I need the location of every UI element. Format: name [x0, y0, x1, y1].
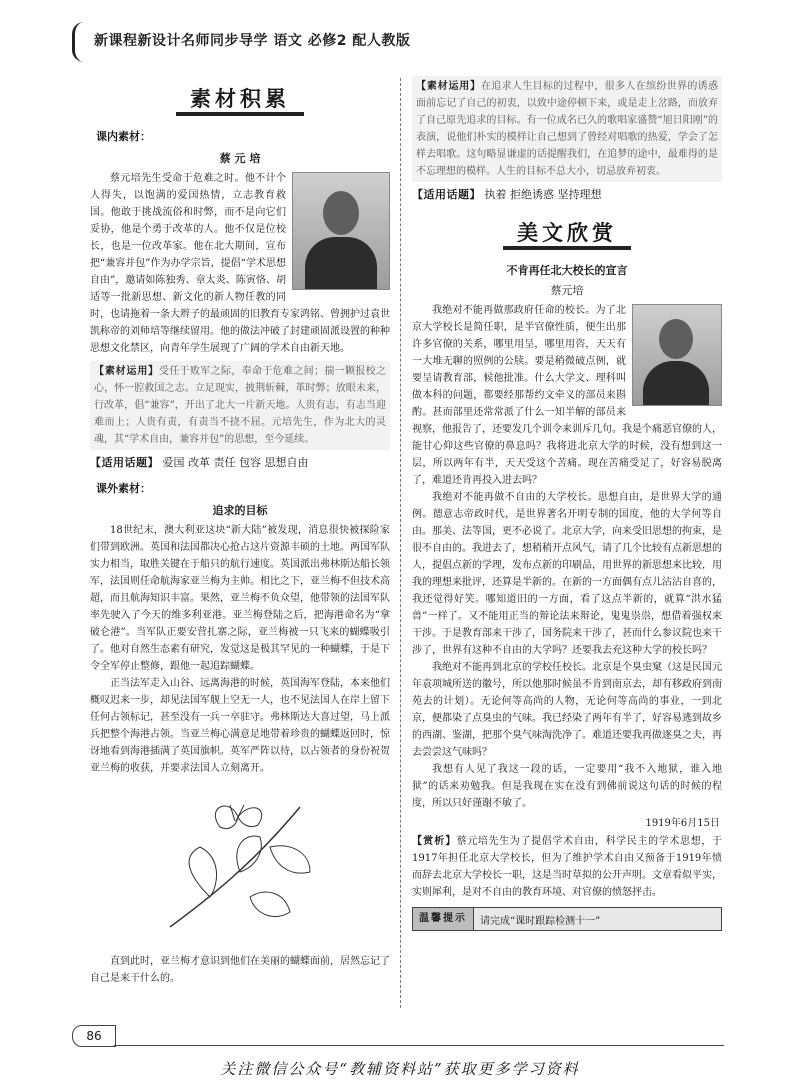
usage2-block: [412, 76, 722, 182]
tip-label: 温馨提示: [413, 908, 474, 930]
topic1-text: 爱国 改革 责任 包容 思想自由: [162, 456, 309, 469]
section-title-material-text: 素材积累: [176, 84, 304, 116]
portrait-photo-cai-yuanpei: [292, 172, 390, 290]
article1-paragraph: 蔡元培先生受命于危难之时。他不计个人得失，以饱满的爱国热情，立志教育救国。他敢于挑战流俗和时弊，而不是向它们妥协，他是个勇于改革的人。他不仅是位校长，也是一位改革家。他在北大期间，宣布把“兼容并包”作为办学宗旨，提倡“学术思想自由”，邀请如陈独秀、章太炎、陈寅恪、胡适等一批新思想、新文化的新人物任教的同时，也请拖着一条大辫子的最顽固的旧教育专家鸿铭、曾拥护过袁世凯称帝的刘师培等继续留用。他的做法冲破了封建顽固派设置的种种思想文化禁区，向青年学生展现了广阔的学术自由新天地。: [90, 173, 390, 354]
article2-title: 追求的目标: [212, 504, 268, 517]
topic2-label: 【适用话题】: [412, 188, 481, 201]
article3-paragraph-4: 我想有人见了我这一段的话，一定要用“我不入地狱，谁入地狱”的话来劝勉我。但是我现在实在没有到佛前说这句话的时候的程度，所以只好谨谢不敏了。: [412, 764, 722, 809]
usage1-text: 受任于败军之际，奉命于危难之间；揣一颗报校之心，怀一腔救国之志。立足现实，披荆斩棘，革时弊；放眼未来，行改革，倡“兼容”，开出了北大一片新天地。人贵有志，有志当迎难而上；人贵有责，有责当不挠不屈。元培先生，作为北大的灵魂，其“学术自由，兼容并包”的思想，至今延续。: [94, 366, 386, 445]
tip-text: 请完成“课时跟踪检测十一”: [480, 915, 601, 927]
right-column: [412, 70, 722, 1010]
butterfly-illustration: [150, 787, 330, 947]
appreciation-label: 【赏析】: [412, 836, 457, 847]
article2-paragraph-1: 18世纪末，澳大利亚这块“新大陆”被发现，消息很快被探险家们带到欧洲。英国和法国都决心抢占这片资源丰硕的土地。两国军队实力相当，取胜关键在于船只的航行速度。英国派出弗林斯达船长领军，法国则任命航海家亚兰梅为主帅。相比之下，亚兰梅不但技术高超，而且航海知识丰富。果然，亚兰梅不负众望，他带领的法国军队率先驶入了今天的维多利亚港。亚兰梅登陆之后，把海港命名为“拿破仑港”。当军队正要安营扎寨之际，亚兰梅被一只飞来的蝴蝶吸引了。他对自然生态素有研究，发觉这是极其罕见的一种蝴蝶，于是下令全军停止整修，跟他一起追踪蝴蝶。: [90, 525, 390, 672]
tip-box: [412, 907, 722, 931]
section-title-appreciation: [412, 218, 722, 250]
header-title: 新课程新设计名师同步导学 语文 必修2 配人教版: [94, 33, 411, 49]
section-title-appreciation-text: 美文欣赏: [503, 218, 631, 250]
inclass-label: 课内素材：: [96, 130, 151, 143]
topic1-label: 【适用话题】: [90, 456, 159, 469]
portrait-face: [323, 191, 359, 235]
portrait-face-2: [659, 319, 693, 359]
header-curl-decoration: [72, 22, 89, 62]
outclass-label: 课外素材：: [96, 482, 151, 495]
footer-watermark-text: 关注微信公众号“教辅资料站”获取更多学习资料: [220, 1060, 580, 1078]
topic2-text: 执着 拒绝诱惑 坚持理想: [484, 188, 602, 201]
usage2-text: 在追求人生目标的过程中，很多人在缤纷世界的诱惑面前忘记了自己的初衷，以致中途停顿下来，或是走上岔路，而放弃了自己原先追求的目标。有一位成名已久的歌唱家盛赞“旭日阳刚”的表演，说他们朴实的模样让自己想到了曾经对唱歌的热爱，学会了怎样去唱歌。这句略显谦虚的话提醒我们，在追梦的途中，最难得的是不忘理想的模样。人生的目标不总大小，切忌放弃初衷。: [416, 81, 719, 177]
topic2-line: [412, 186, 722, 204]
page-bottom-rule: [114, 1045, 724, 1046]
article2-last-paragraph: 直到此时，亚兰梅才意识到他们在美丽的蝴蝶面前，居然忘记了自己是来干什么的。: [90, 956, 390, 984]
portrait-body-2: [643, 361, 709, 406]
article1-title: 蔡 元 培: [219, 152, 261, 165]
page-header: [72, 22, 772, 62]
article2-paragraph-2: 正当法军走入山谷、远离海港的时候，英国海军登陆，本来他们概叹迟来一步，却见法国军舰上空无一人，也不见法国人在岸上留下任何占领标记，甚至没有一兵一卒驻守。弗林斯达大喜过望，马上派兵把整个海港占领。当亚兰梅心满意足地带着珍贵的蝴蝶返回时，惊讶地看到海港插满了英国旗帜。英军严阵以待，以占领者的身份祝贺亚兰梅的收获，并要求法国人立刻离开。: [90, 678, 390, 774]
article3-date: 1919年6月15日: [645, 818, 720, 829]
portrait-photo-cai-yuanpei-2: [632, 304, 722, 406]
appreciation-text: 蔡元培先生为了提倡学术自由，科学民主的学术思想，于1917年担任北京大学校长，但为了维护学术自由又预备于1919年愤而辞去北京大学校长一职，这是当时草拟的公开声明。文章看似平实，实则犀利，是对不自由的教育环境、对官僚的愤怒抨击。: [412, 836, 722, 898]
article3-title: 不肯再任北大校长的宣言: [506, 264, 628, 277]
portrait-body: [305, 237, 377, 290]
page-number: 86: [72, 1025, 116, 1047]
column-divider: [400, 78, 401, 1008]
topic1-line: [90, 454, 390, 472]
article3-paragraph-2: 我绝对不能再做不自由的大学校长。思想自由，是世界大学的通例。德意志帝政时代，是世界著名开明专制的国度，他的大学何等自由。那美、法等国，更不必说了。北京大学，向来受旧思想的拘束，是很不自由的。我进去了，想稍稍开点风气，请了几个比较有点新思想的人，提倡点新的学理，发布点新的印刷品，用世界的新思想来比较，用我的理想来批评，还算是半新的。在新的一方面偶有点儿沾沾自喜的，我还觉得好笑。哪知道旧的一方面，看了这点半新的，就算“洪水猛兽”一样了。又不能用正当的辩论法来辩论，鬼鬼祟祟，想借着强权来干涉。于是教育部来干涉了，国务院来干涉了，甚而什么参议院也来干涉了，世界有这种不自由的大学吗？还要我去充这种大学的校长吗？: [412, 492, 722, 656]
left-column: [90, 70, 390, 1010]
article3-author: 蔡元培: [550, 284, 584, 297]
article3-paragraph-3: 我绝对不能再到北京的学校任校长。北京是个臭虫窠（这是民国元年袁项城所送的徽号，所以他那时候虽不肯到南京去，却有移政府到南苑去的计划）。无论何等高尚的人物，无论何等高尚的事业，一到北京，便都染了点臭虫的气味。我已经染了两年有半了，好容易逃到故乡的西湖、鉴湖，把那个臭气味淘洗净了。难道还要我再做逐臭之夫，再去尝尝这气味吗？: [412, 662, 722, 758]
usage2-label: 【素材运用】: [416, 81, 481, 92]
section-title-material: [90, 84, 390, 116]
article3-paragraph-1: 我绝对不能再做那政府任命的校长。为了北京大学校长是简任职，是半官僚性质，便生出那许多官僚的关系，哪里用呈，哪里用咨，天天有一大堆无聊的照例的公牍。要是稍微破点例，就要呈请教育部，候他批准。什么大学文、理科叫做本科的问题，都要经那帮约文牵义的部员来斟酌。甚而部里还常常派了什么一知半解的部员来视察，他报告了，还要发几个训令来训斥几句。我是个痛恶官僚的人，能甘心仰这些官僚的鼻息吗？我将进北京大学的时候，没有想到这一层，所以两年有半，天天受这个苦痛。现在苦痛受足了，好容易脱离了，难道还肯再投入进去吗？: [412, 305, 722, 486]
usage1-label: 【素材运用】: [94, 366, 159, 377]
usage1-block: [90, 361, 390, 450]
